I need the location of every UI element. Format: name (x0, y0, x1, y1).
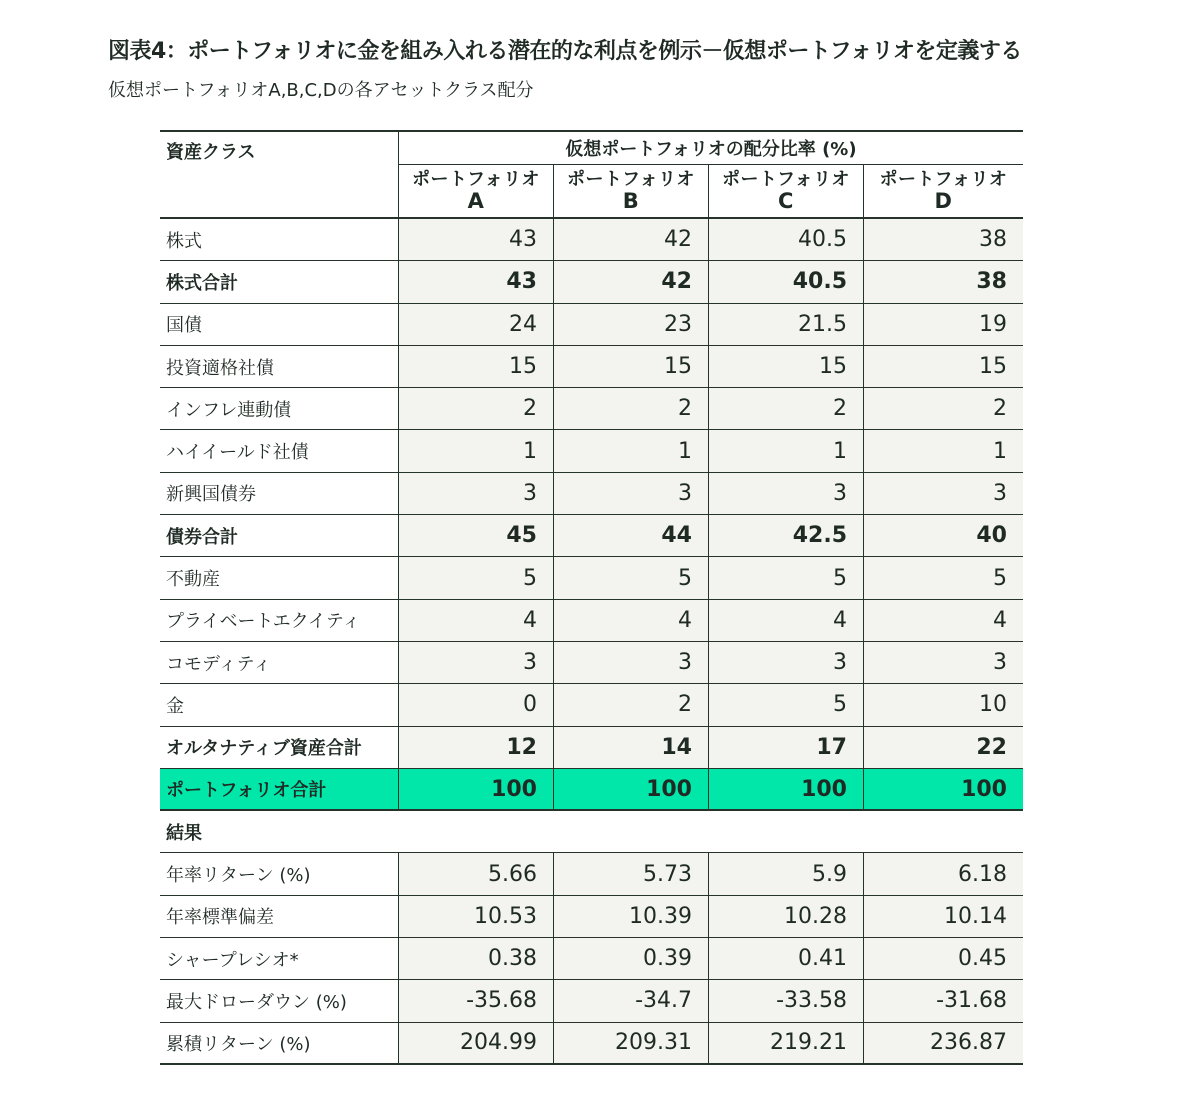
value-cell-portfolio-d: 236.87 (863, 1023, 1023, 1063)
value-cell-portfolio-a: 5.66 (398, 853, 553, 894)
portfolio-d-header (863, 165, 1023, 217)
table-row (160, 219, 1023, 261)
portfolio-header-line2: A (467, 189, 485, 213)
table-row (160, 430, 1023, 472)
value-cell-portfolio-d: 10 (863, 684, 1023, 725)
value-cell-portfolio-d: 3 (863, 473, 1023, 514)
value-cell-portfolio-b: 14 (553, 727, 708, 768)
allocation-table (160, 130, 1023, 1065)
table-row (160, 600, 1023, 642)
value-cell-portfolio-b: 42 (553, 261, 708, 302)
figure-subtitle: 仮想ポートフォリオA,B,C,Dの各アセットクラス配分 (108, 80, 534, 101)
portfolio-header-line1: ポートフォリオ (412, 169, 540, 190)
value-cell-portfolio-c: 15 (708, 346, 863, 387)
value-cell-portfolio-a: 0.38 (398, 938, 553, 979)
table-row (160, 642, 1023, 684)
table-row (160, 388, 1023, 430)
portfolio-c-header (708, 165, 863, 217)
portfolio-b-header (553, 165, 708, 217)
value-cell-portfolio-a: 100 (398, 769, 553, 809)
value-cell-portfolio-c: -33.58 (708, 980, 863, 1021)
value-cell-portfolio-a: 43 (398, 219, 553, 260)
results-body (160, 853, 1023, 1064)
value-cell-portfolio-a: 204.99 (398, 1023, 553, 1063)
value-cell-portfolio-a: 5 (398, 557, 553, 598)
value-cell-portfolio-b: 1 (553, 430, 708, 471)
allocation-group-header: 仮想ポートフォリオの配分比率 (%) (398, 132, 1023, 165)
value-cell-portfolio-a: 1 (398, 430, 553, 471)
value-cell-portfolio-b: 3 (553, 642, 708, 683)
row-label: 最大ドローダウン (%) (166, 991, 347, 1013)
table-row (160, 473, 1023, 515)
value-cell-portfolio-c: 2 (708, 388, 863, 429)
value-cell-portfolio-c: 4 (708, 600, 863, 641)
row-label: 株式 (166, 230, 202, 252)
row-label: インフレ連動債 (166, 399, 292, 421)
table-row (160, 346, 1023, 388)
value-cell-portfolio-a: 43 (398, 261, 553, 302)
value-cell-portfolio-b: 5.73 (553, 853, 708, 894)
table-row (160, 684, 1023, 726)
value-cell-portfolio-a: 45 (398, 515, 553, 556)
table-row (160, 261, 1023, 303)
table-header (160, 130, 1023, 219)
value-cell-portfolio-b: 23 (553, 304, 708, 345)
row-label: 年率標準偏差 (166, 907, 274, 929)
value-cell-portfolio-b: 100 (553, 769, 708, 809)
portfolio-header-line1: ポートフォリオ (879, 169, 1008, 190)
row-label: ハイイールド社債 (166, 442, 309, 464)
row-label: シャープレシオ* (166, 949, 299, 971)
row-label: オルタナティブ資産合計 (166, 738, 362, 760)
value-cell-portfolio-c: 0.41 (708, 938, 863, 979)
table-row (160, 980, 1023, 1022)
value-cell-portfolio-c: 40.5 (708, 261, 863, 302)
row-label: 金 (166, 695, 184, 717)
value-cell-portfolio-c: 3 (708, 642, 863, 683)
value-cell-portfolio-b: 4 (553, 600, 708, 641)
value-cell-portfolio-d: 4 (863, 600, 1023, 641)
value-cell-portfolio-a: 3 (398, 473, 553, 514)
row-label: ポートフォリオ合計 (166, 780, 327, 801)
table-row (160, 769, 1023, 811)
value-cell-portfolio-d: 100 (863, 769, 1023, 809)
value-cell-portfolio-d: 40 (863, 515, 1023, 556)
value-cell-portfolio-a: 10.53 (398, 896, 553, 937)
row-label: 債券合計 (166, 526, 238, 548)
portfolio-header-line1: ポートフォリオ (567, 169, 695, 190)
value-cell-portfolio-c: 219.21 (708, 1023, 863, 1063)
table-row (160, 853, 1023, 895)
value-cell-portfolio-d: 6.18 (863, 853, 1023, 894)
value-cell-portfolio-a: 12 (398, 727, 553, 768)
table-row (160, 896, 1023, 938)
portfolio-header-line2: B (622, 189, 640, 213)
value-cell-portfolio-c: 1 (708, 430, 863, 471)
row-label: 不動産 (166, 569, 220, 591)
value-cell-portfolio-c: 21.5 (708, 304, 863, 345)
value-cell-portfolio-d: 38 (863, 261, 1023, 302)
value-cell-portfolio-d: 0.45 (863, 938, 1023, 979)
results-section-row (160, 811, 1023, 853)
value-cell-portfolio-d: -31.68 (863, 980, 1023, 1021)
table-row (160, 727, 1023, 769)
value-cell-portfolio-b: 2 (553, 388, 708, 429)
value-cell-portfolio-c: 100 (708, 769, 863, 809)
portfolio-header-line1: ポートフォリオ (722, 169, 850, 190)
portfolio-header-line2: C (778, 189, 794, 213)
value-cell-portfolio-a: 0 (398, 684, 553, 725)
value-cell-portfolio-c: 3 (708, 473, 863, 514)
row-label: 新興国債券 (166, 484, 256, 506)
value-cell-portfolio-c: 10.28 (708, 896, 863, 937)
portfolio-header-line2: D (934, 189, 953, 213)
row-label: 株式合計 (166, 272, 238, 294)
value-cell-portfolio-b: 0.39 (553, 938, 708, 979)
table-row (160, 304, 1023, 346)
value-cell-portfolio-b: 42 (553, 219, 708, 260)
portfolio-a-header (398, 165, 553, 217)
value-cell-portfolio-c: 5.9 (708, 853, 863, 894)
table-row (160, 557, 1023, 599)
asset-class-header: 資産クラス (166, 142, 256, 163)
value-cell-portfolio-b: 209.31 (553, 1023, 708, 1063)
value-cell-portfolio-c: 42.5 (708, 515, 863, 556)
table-row (160, 938, 1023, 980)
value-cell-portfolio-b: 3 (553, 473, 708, 514)
value-cell-portfolio-b: 44 (553, 515, 708, 556)
value-cell-portfolio-b: -34.7 (553, 980, 708, 1021)
value-cell-portfolio-d: 15 (863, 346, 1023, 387)
value-cell-portfolio-d: 5 (863, 557, 1023, 598)
value-cell-portfolio-b: 2 (553, 684, 708, 725)
row-label: 年率リターン (%) (166, 865, 311, 887)
value-cell-portfolio-d: 1 (863, 430, 1023, 471)
figure-title: 図表4：ポートフォリオに金を組み入れる潜在的な利点を例示－仮想ポートフォリオを定義する (108, 39, 1022, 64)
value-cell-portfolio-d: 10.14 (863, 896, 1023, 937)
value-cell-portfolio-a: -35.68 (398, 980, 553, 1021)
table-row (160, 1023, 1023, 1065)
value-cell-portfolio-d: 22 (863, 727, 1023, 768)
value-cell-portfolio-a: 2 (398, 388, 553, 429)
row-label: 累積リターン (%) (166, 1033, 311, 1055)
row-label: コモディティ (166, 653, 272, 675)
value-cell-portfolio-a: 24 (398, 304, 553, 345)
value-cell-portfolio-a: 15 (398, 346, 553, 387)
row-label: 投資適格社債 (166, 357, 274, 379)
value-cell-portfolio-d: 38 (863, 219, 1023, 260)
value-cell-portfolio-a: 3 (398, 642, 553, 683)
value-cell-portfolio-b: 15 (553, 346, 708, 387)
table-row (160, 515, 1023, 557)
value-cell-portfolio-c: 17 (708, 727, 863, 768)
row-label: プライベートエクイティ (166, 611, 361, 633)
results-section-label: 結果 (166, 822, 202, 844)
value-cell-portfolio-d: 2 (863, 388, 1023, 429)
allocation-body (160, 219, 1023, 811)
value-cell-portfolio-c: 5 (708, 557, 863, 598)
value-cell-portfolio-c: 5 (708, 684, 863, 725)
value-cell-portfolio-d: 19 (863, 304, 1023, 345)
value-cell-portfolio-a: 4 (398, 600, 553, 641)
value-cell-portfolio-b: 5 (553, 557, 708, 598)
value-cell-portfolio-c: 40.5 (708, 219, 863, 260)
row-label: 国債 (166, 315, 202, 337)
value-cell-portfolio-d: 3 (863, 642, 1023, 683)
value-cell-portfolio-b: 10.39 (553, 896, 708, 937)
